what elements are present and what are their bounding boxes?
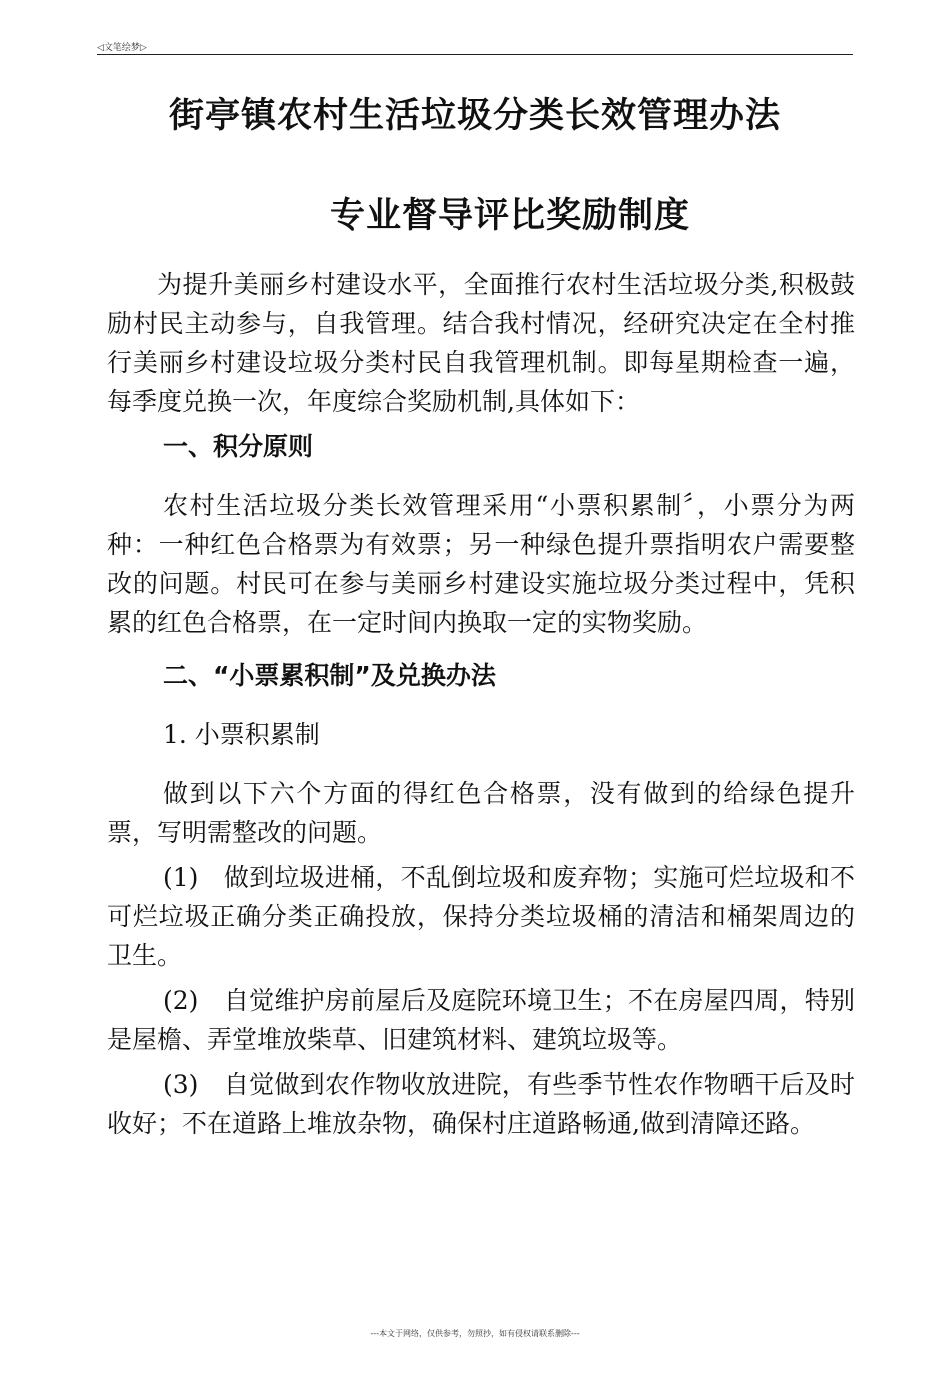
footer-note: ---本文于网络，仅供参考，勿照抄，如有侵权请联系删除---	[370, 1329, 580, 1338]
document-body	[107, 265, 855, 1143]
document-title: 街亭镇农村生活垃圾分类长效管理办法	[168, 96, 781, 136]
subsection-heading-1: 1. 小票积累制	[163, 720, 320, 749]
subsection-1-paragraph: 做到以下六个方面的得红色合格票，没有做到的给绿色提升票，写明需整改的问题。	[107, 779, 855, 847]
header-note: ◁文笔绘梦▷	[97, 43, 147, 53]
section-heading-2: 二、“小票累积制”及兑换办法	[163, 661, 496, 690]
section-1-paragraph: 农村生活垃圾分类长效管理采用“小票积累制〞，小票分为两种：一种红色合格票为有效票；另一种绿色提升票指明农户需要整改的问题。村民可在参与美丽乡村建设实施垃圾分类过程中，凭积累的红色合格票，在一定时间内换取一定的实物奖励。	[107, 491, 855, 637]
header-divider	[97, 54, 853, 55]
document-subtitle: 专业督导评比奖励制度	[329, 196, 690, 236]
intro-paragraph: 为提升美丽乡村建设水平，全面推行农村生活垃圾分类,积极鼓励村民主动参与，自我管理。结合我村情况，经研究决定在全村推行美丽乡村建设垃圾分类村民自我管理机制。即每星期检查一遍，每季度兑换一次，年度综合奖励机制,具体如下：	[107, 270, 855, 416]
list-item-2: (2) 自觉维护房前屋后及庭院环境卫生；不在房屋四周，特别是屋檐、弄堂堆放柴草、旧建筑材料、建筑垃圾等。	[107, 986, 855, 1054]
list-item-3: (3) 自觉做到农作物收放进院，有些季节性农作物晒干后及时收好；不在道路上堆放杂物，确保村庄道路畅通,做到清障还路。	[107, 1070, 855, 1138]
list-item-1: (1) 做到垃圾进桶，不乱倒垃圾和废弃物；实施可烂垃圾和不可烂垃圾正确分类正确投放，保持分类垃圾桶的清洁和桶架周边的卫生。	[107, 863, 855, 970]
section-heading-1: 一、积分原则	[163, 432, 314, 461]
